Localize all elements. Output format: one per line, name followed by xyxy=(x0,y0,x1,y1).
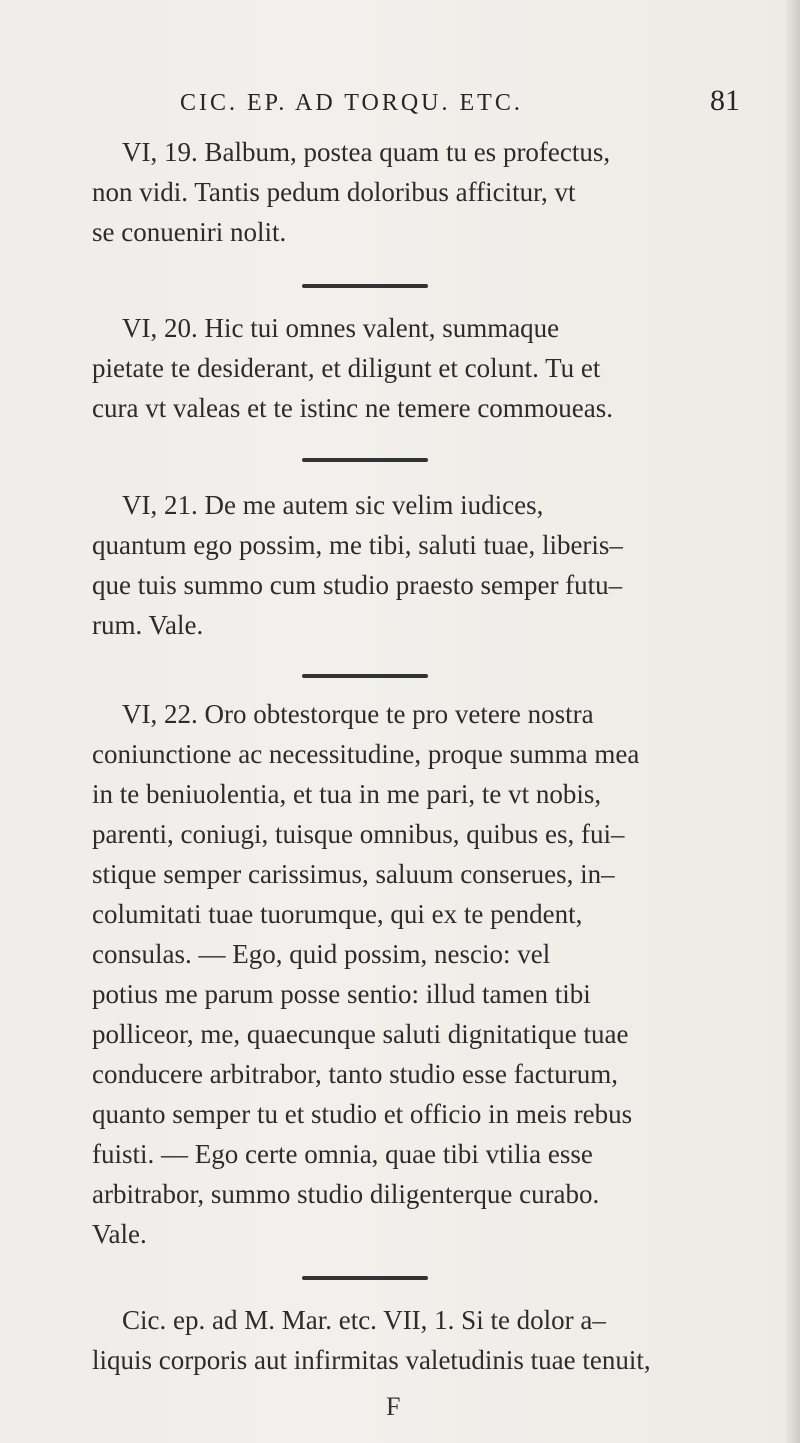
letter-vi-20 xyxy=(92,308,732,428)
running-header xyxy=(180,84,740,124)
text-line: arbitrabor, summo studio diligenterque curabo. xyxy=(92,1179,600,1209)
text-line: cura vt valeas et te istinc ne temere commoueas. xyxy=(92,393,614,423)
letter-vi-21 xyxy=(92,485,732,645)
text-line: consulas. — Ego, quid possim, nescio: vel xyxy=(92,939,551,969)
section-divider xyxy=(302,1276,428,1280)
text-line: VI, 21. De me autem sic velim iudices, xyxy=(122,490,544,520)
text-line: liquis corporis aut infirmitas valetudinis tuae tenuit, xyxy=(92,1345,651,1375)
text-line: parenti, coniugi, tuisque omnibus, quibus es, fui– xyxy=(92,819,625,849)
text-line: columitati tuae tuorumque, qui ex te pendent, xyxy=(92,899,583,929)
catchword: F xyxy=(386,1392,401,1421)
text-line: in te beniuolentia, et tua in me pari, te vt nobis, xyxy=(92,779,602,809)
page-number: 81 xyxy=(710,84,740,117)
section-divider xyxy=(302,458,428,462)
text-line: VI, 22. Oro obtestorque te pro vetere nostra xyxy=(122,699,594,729)
running-title: CIC. EP. AD TORQU. ETC. xyxy=(180,90,523,116)
page-edge xyxy=(786,0,800,1443)
text-line: coniunctione ac necessitudine, proque summa mea xyxy=(92,739,640,769)
text-line: non vidi. Tantis pedum doloribus afficitur, vt xyxy=(92,177,576,207)
section-divider xyxy=(302,674,428,678)
text-line: stique semper carissimus, saluum conserues, in– xyxy=(92,859,615,889)
text-line: polliceor, me, quaecunque saluti dignitatique tuae xyxy=(92,1019,629,1049)
section-divider xyxy=(302,284,428,288)
text-line: VI, 20. Hic tui omnes valent, summaque xyxy=(122,313,560,343)
text-line: Cic. ep. ad M. Mar. etc. VII, 1. Si te dolor a– xyxy=(122,1305,606,1335)
text-line: pietate te desiderant, et diligunt et colunt. Tu et xyxy=(92,353,601,383)
text-line: quantum ego possim, me tibi, saluti tuae, liberis– xyxy=(92,530,623,560)
text-line: Vale. xyxy=(92,1219,147,1249)
letter-vii-1 xyxy=(92,1300,732,1380)
text-line: fuisti. — Ego certe omnia, quae tibi vtilia esse xyxy=(92,1139,593,1169)
text-line: quanto semper tu et studio et officio in meis rebus xyxy=(92,1099,633,1129)
letter-vi-19 xyxy=(92,132,732,252)
text-line: que tuis summo cum studio praesto semper futu– xyxy=(92,570,623,600)
text-line: rum. Vale. xyxy=(92,610,204,640)
text-line: conducere arbitrabor, tanto studio esse facturum, xyxy=(92,1059,618,1089)
text-line: VI, 19. Balbum, postea quam tu es profectus, xyxy=(122,137,611,167)
letter-vi-22 xyxy=(92,694,732,1254)
text-line: potius me parum posse sentio: illud tamen tibi xyxy=(92,979,591,1009)
text-line: se conueniri nolit. xyxy=(92,217,287,247)
